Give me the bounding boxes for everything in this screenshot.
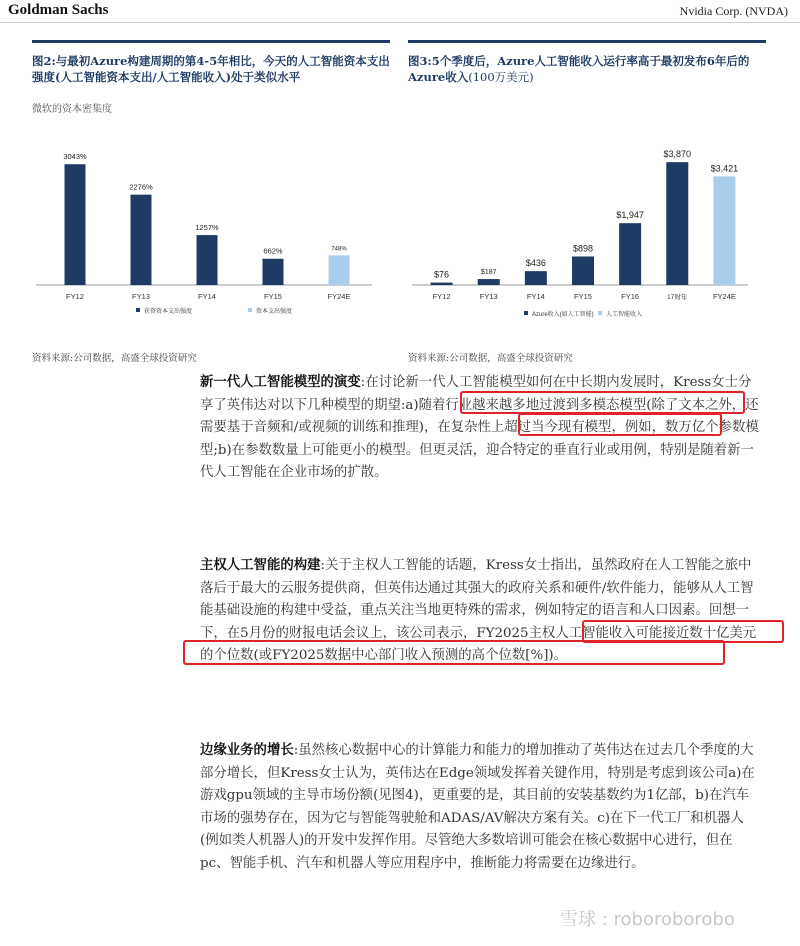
paragraph-text: :关于主权人工智能的话题，Kress女士指出，虽然政府在人工智能之旅中落后于最大的云服务提供商，但英伟达通过其强大的政府关系和硬件/软件能力，能够从人工智能基础设施的构建中受益，重点关注当地更特殊的需求，例如特定的语言和人口因素。回想一下，在5月份的财报电话会议上，该公司表示，FY2025主权人工智能收入可能接近数十亿美元的个位数(或FY2025数据中心部门收入预测的高个位数[%])。	[200, 558, 757, 663]
legend-swatch	[598, 311, 602, 315]
tick-label-17财年: 17财年	[667, 294, 688, 301]
header-divider	[0, 22, 800, 23]
data-label-FY24E: 748%	[331, 246, 347, 253]
tick-label-FY13: FY13	[132, 292, 150, 301]
figure-2	[32, 40, 390, 85]
figure-3-chart	[408, 120, 766, 330]
brand-logo: Goldman Sachs	[8, 2, 109, 18]
figure-2-chart	[32, 120, 390, 330]
figure-2-subtitle: 微软的资本密集度	[32, 104, 112, 115]
figure-3-title-text: 图3:5个季度后，Azure人工智能收入运行率高于最初发布6年后的Azure收入	[408, 54, 750, 84]
legend-swatch	[248, 308, 252, 312]
bar-FY12	[431, 283, 453, 285]
data-label-FY12: 3043%	[63, 152, 87, 162]
data-label-FY13: $187	[480, 269, 497, 277]
legend-label: 获资资本支出强度	[144, 309, 193, 315]
data-label-FY16: $1,947	[616, 210, 644, 221]
bar-FY13	[478, 279, 500, 285]
bar-FY24E	[713, 176, 735, 285]
legend-label: 资本支出强度	[256, 309, 293, 315]
legend-label: Azure收入(如人工智能)	[532, 312, 594, 318]
tick-label-FY16: FY16	[621, 292, 640, 301]
data-label-FY24E: $3,421	[710, 163, 739, 174]
bar-FY24E	[329, 255, 350, 285]
data-label-FY12: $76	[434, 269, 450, 280]
bar-FY14	[525, 271, 547, 285]
tick-label-FY24E: FY24E	[327, 292, 351, 301]
figure-2-title: 图2:与最初Azure构建周期的第4-5年相比，今天的人工智能资本支出强度(人工智能资本支出/人工智能收入)处于类似水平	[32, 54, 390, 84]
highlight-box	[183, 640, 725, 665]
tick-label-FY12: FY12	[432, 292, 451, 301]
paragraph-text: :在讨论新一代人工智能模型如何在中长期内发展时，Kress女士分享了英伟达对以下几种模型的期望:a)随着行业越来越多地过渡到多模态模型(除了文本之外，还需要基于音频和/或视频的训练和推理)，在复杂性上超过当今现有模型，例如，数万亿个参数模型;b)在参数数量上可能更小的模型。但更灵活，迎合特定的垂直行业或用例，特别是随着新一代人工智能在企业市场的扩散。	[200, 375, 759, 480]
paragraph-edge-business	[200, 739, 760, 875]
report-ticker: Nvidia Corp. (NVDA)	[679, 4, 788, 18]
bar-17财年	[666, 162, 688, 285]
figure-3-source: 资料来源:公司数据，高盛全球投资研究	[408, 353, 573, 364]
bar-FY12	[65, 164, 86, 285]
highlight-box	[518, 413, 722, 436]
tick-label-FY15: FY15	[264, 292, 282, 301]
bar-FY14	[197, 235, 218, 285]
figure-3-title	[408, 53, 766, 85]
tick-label-FY14: FY14	[198, 292, 216, 301]
bar-FY15	[263, 259, 284, 285]
watermark: 雪球 : roboroborobo	[560, 909, 735, 930]
paragraph-text: :虽然核心数据中心的计算能力和能力的增加推动了英伟达在过去几个季度的大部分增长，但Kress女士认为，英伟达在Edge领域发挥着关键作用，特别是考虑到该公司a)在游戏gpu领域的主导市场份额(见图4)，更重要的是，其目前的安装基数约为1亿部，b)在汽车市场的强势存在，因为它与智能驾驶舱和ADAS/AV解决方案有关。c)在下一代工厂和机器人(例如类人机器人)的开发中发挥作用。尽管绝大多数培训可能会在核心数据中心进行，但在pc、智能手机、汽车和机器人等应用程序中，推断能力将需要在边缘进行。	[200, 743, 755, 871]
tick-label-FY14: FY14	[526, 292, 545, 301]
data-label-FY13: 2276%	[129, 182, 153, 192]
paragraph-lead: 边缘业务的增长	[200, 742, 294, 758]
legend-label: 人工智能收入	[606, 312, 643, 318]
figure-2-source: 资料来源:公司数据，高盛全球投资研究	[32, 353, 197, 364]
figure-3-unit: (100万美元)	[468, 70, 534, 84]
tick-label-FY24E: FY24E	[712, 292, 736, 301]
data-label-FY14: 1257%	[195, 223, 219, 233]
tick-label-FY13: FY13	[479, 292, 498, 301]
data-label-FY15: $898	[572, 243, 594, 254]
bar-FY16	[619, 223, 641, 285]
highlight-box	[460, 391, 745, 414]
tick-label-FY15: FY15	[574, 292, 592, 301]
paragraph-lead: 新一代人工智能模型的演变	[200, 374, 361, 390]
data-label-FY14: $436	[525, 258, 546, 269]
bar-FY15	[572, 256, 594, 285]
paragraph-lead: 主权人工智能的构建	[200, 557, 321, 573]
data-label-17财年: $3,870	[663, 149, 692, 160]
data-label-FY15: 662%	[263, 246, 283, 256]
legend-swatch	[524, 311, 528, 315]
bar-FY13	[131, 195, 152, 285]
figure-3	[408, 40, 766, 85]
tick-label-FY12: FY12	[66, 292, 84, 301]
legend-swatch	[136, 308, 140, 312]
